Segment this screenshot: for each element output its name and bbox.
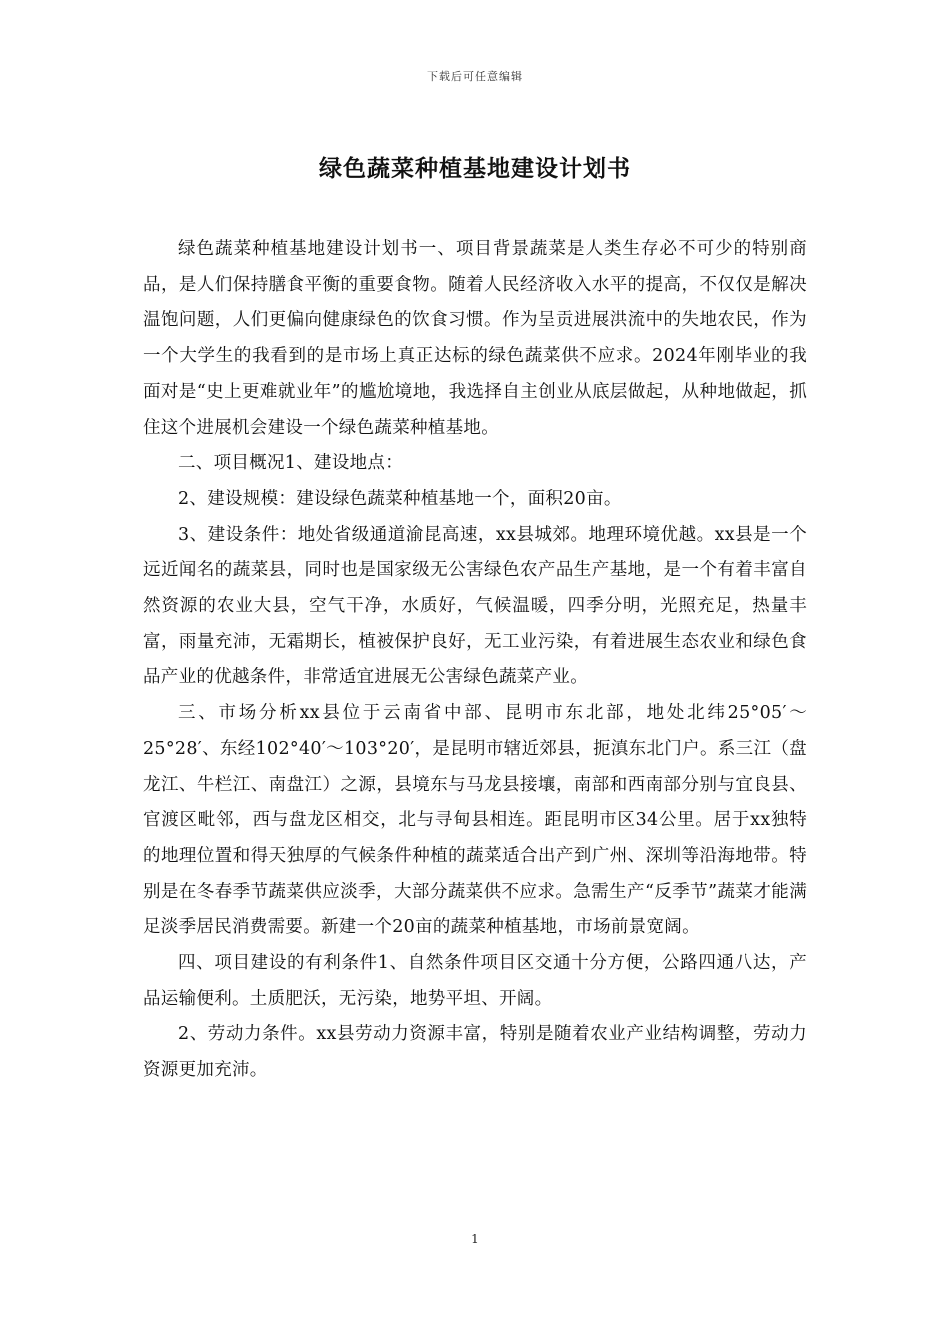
paragraph-favorable-conditions: 四、项目建设的有利条件1、自然条件项目区交通十分方便，公路四通八达，产品运输便利。土质肥沃，无污染，地势平坦、开阔。 xyxy=(143,953,807,1009)
paragraph-construction-conditions: 3、建设条件：地处省级通道渝昆高速，xx县城郊。地理环境优越。xx县是一个远近闻名的蔬菜县，同时也是国家级无公害绿色农产品生产基地，是一个有着丰富自然资源的农业大县，空气干净，水质好，气候温暖，四季分明，光照充足，热量丰富，雨量充沛，无霜期长，植被保护良好，无工业污染，有着进展生态农业和绿色食品产业的优越条件，非常适宜进展无公害绿色蔬菜产业。 xyxy=(143,524,807,688)
document-body xyxy=(143,232,807,1089)
paragraph-labor-conditions: 2、劳动力条件。xx县劳动力资源丰富，特别是随着农业产业结构调整，劳动力资源更加充沛。 xyxy=(143,1024,807,1081)
paragraph-market-analysis: 三、市场分析xx县位于云南省中部、昆明市东北部，地处北纬25°05′～25°28′、东经102°40′～103°20′，是昆明市辖近郊县，扼滇东北门户。系三江（盘龙江、牛栏江、南盘江）之源，县境东与马龙县接壤，南部和西南部分别与宜良县、官渡区毗邻，西与盘龙区相交，北与寻甸县相连。距昆明市区34公里。居于xx独特的地理位置和得天独厚的气候条件种植的蔬菜适合出产到广州、深圳等沿海地带。特别是在冬春季节蔬菜供应淡季，大部分蔬菜供不应求。急需生产“反季节”蔬菜才能满足淡季居民消费需要。新建一个20亩的蔬菜种植基地，市场前景宽阔。 xyxy=(143,703,807,938)
paragraph-construction-scale: 2、建设规模：建设绿色蔬菜种植基地一个，面积20亩。 xyxy=(178,488,622,509)
header-note: 下载后可任意编辑 xyxy=(427,70,523,83)
document-title: 绿色蔬菜种植基地建设计划书 xyxy=(319,155,631,182)
paragraph-project-background: 绿色蔬菜种植基地建设计划书一、项目背景蔬菜是人类生存必不可少的特别商品，是人们保持膳食平衡的重要食物。随着人民经济收入水平的提高，不仅仅是解决温饱问题，人们更偏向健康绿色的饮食习惯。作为呈贡进展洪流中的失地农民，作为一个大学生的我看到的是市场上真正达标的绿色蔬菜供不应求。2024年刚毕业的我面对是“史上更难就业年”的尴尬境地，我选择自主创业从底层做起，从种地做起，抓住这个进展机会建设一个绿色蔬菜种植基地。 xyxy=(143,239,807,438)
page-number: 1 xyxy=(471,1232,479,1246)
paragraph-project-overview: 二、项目概况1、建设地点： xyxy=(178,453,404,474)
